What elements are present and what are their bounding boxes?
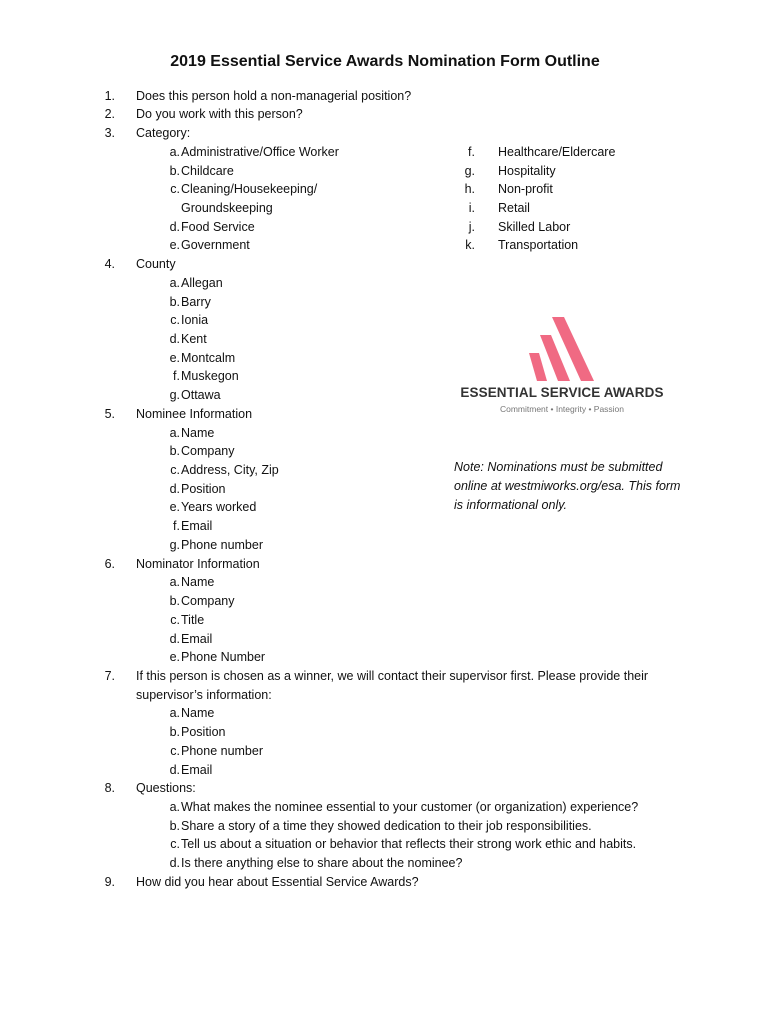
question-number: 2. xyxy=(104,107,115,122)
item-text: Years worked xyxy=(181,500,257,515)
item-text: Name xyxy=(181,575,215,590)
item-text: Share a story of a time they showed dedication to their job responsibilities. xyxy=(181,818,592,833)
item-text: Phone number xyxy=(181,537,264,552)
item-text: Email xyxy=(181,631,213,646)
item-letter: b. xyxy=(169,818,180,833)
item-text: Ottawa xyxy=(181,388,221,403)
item-letter: b. xyxy=(169,594,180,608)
item-letter: j. xyxy=(468,219,475,234)
item-letter: c. xyxy=(170,182,180,197)
question-number: 6. xyxy=(104,556,115,571)
item-text: Ionia xyxy=(181,313,209,328)
item-letter: c. xyxy=(170,612,180,627)
item-text: Company xyxy=(181,444,235,459)
item-letter: d. xyxy=(169,332,180,346)
question-text: Questions: xyxy=(136,781,196,796)
item-text: Skilled Labor xyxy=(498,219,571,234)
item-text: Title xyxy=(181,612,205,627)
item-letter: i. xyxy=(468,200,475,215)
item-text: Kent xyxy=(181,332,207,346)
item-text: Address, City, Zip xyxy=(181,463,279,477)
question-text: If this person is chosen as a winner, we will contact their supervisor first. Please provide their xyxy=(136,668,649,683)
item-letter: c. xyxy=(170,463,180,477)
item-text: Email xyxy=(181,519,213,534)
item-letter: f. xyxy=(173,519,180,534)
question-number: 7. xyxy=(104,668,115,683)
item-text: Company xyxy=(181,594,235,608)
question-text: Nominee Information xyxy=(136,406,253,421)
item-text: Transportation xyxy=(498,238,579,253)
item-letter: b. xyxy=(169,163,180,178)
question-number: 5. xyxy=(104,406,115,421)
question-number: 1. xyxy=(104,88,115,103)
question-number: 8. xyxy=(104,781,115,796)
item-text: Montcalm xyxy=(181,350,236,365)
item-letter: c. xyxy=(170,837,180,852)
item-text: What makes the nominee essential to your customer (or organization) experience? xyxy=(181,800,639,814)
item-letter: b. xyxy=(169,444,180,459)
item-letter: d. xyxy=(169,856,180,871)
page-title: 2019 Essential Service Awards Nomination Form Outline xyxy=(170,53,600,70)
item-text: Name xyxy=(181,706,215,721)
item-text: Position xyxy=(181,481,226,496)
item-text: Hospitality xyxy=(498,163,556,178)
question-text-continued: supervisor’s information: xyxy=(136,687,272,702)
item-text: Muskegon xyxy=(181,369,239,384)
item-letter: d. xyxy=(169,762,180,777)
item-letter: e. xyxy=(169,238,180,253)
item-letter: g. xyxy=(169,388,180,403)
item-text: Barry xyxy=(181,294,211,309)
question-number: 3. xyxy=(104,126,115,140)
item-text: Government xyxy=(181,238,250,253)
item-text: Retail xyxy=(498,200,530,215)
item-letter: e. xyxy=(169,350,180,365)
item-letter: e. xyxy=(169,500,180,515)
question-number: 9. xyxy=(104,874,115,889)
item-letter: k. xyxy=(465,238,475,253)
item-letter: g. xyxy=(169,537,180,552)
item-text: Email xyxy=(181,762,213,777)
item-text-continued: Groundskeeping xyxy=(181,200,273,215)
item-text: Food Service xyxy=(181,219,255,234)
item-text: Allegan xyxy=(181,275,223,290)
item-letter: a. xyxy=(169,144,180,159)
item-letter: b. xyxy=(169,725,180,740)
item-letter: a. xyxy=(169,575,180,590)
item-letter: c. xyxy=(170,743,180,758)
question-text: Nominator Information xyxy=(136,556,260,571)
essential-service-awards-logo xyxy=(454,315,670,420)
item-letter: d. xyxy=(169,481,180,496)
item-text: Phone Number xyxy=(181,650,266,665)
item-text: Cleaning/Housekeeping/ xyxy=(181,182,318,197)
question-number: 4. xyxy=(104,257,115,272)
item-letter: f. xyxy=(468,144,475,159)
item-text: Childcare xyxy=(181,163,234,178)
item-letter: a. xyxy=(169,800,180,814)
item-text: Phone number xyxy=(181,743,264,758)
question-text: Do you work with this person? xyxy=(136,107,303,122)
item-text: Position xyxy=(181,725,226,740)
item-letter: d. xyxy=(169,219,180,234)
item-letter: e. xyxy=(169,650,180,665)
item-text: Name xyxy=(181,425,215,440)
item-letter: g. xyxy=(464,163,475,178)
item-text: Administrative/Office Worker xyxy=(181,144,339,159)
item-letter: d. xyxy=(169,631,180,646)
item-letter: f. xyxy=(173,369,180,384)
item-letter: c. xyxy=(170,313,180,328)
item-text: Non-profit xyxy=(498,182,553,197)
logo-title: ESSENTIAL SERVICE AWARDS xyxy=(460,385,664,400)
submission-note: Note: Nominations must be submitted online at westmiworks.org/esa. This form is informational only. xyxy=(454,460,681,512)
question-text: Category: xyxy=(136,126,191,140)
logo-chevron-small xyxy=(529,353,547,381)
awards-chevron-icon xyxy=(526,315,596,383)
item-letter: b. xyxy=(169,294,180,309)
question-text: How did you hear about Essential Service Awards? xyxy=(136,874,419,889)
item-text: Tell us about a situation or behavior that reflects their strong work ethic and habits. xyxy=(181,837,637,852)
item-letter: a. xyxy=(169,425,180,440)
item-letter: a. xyxy=(169,275,180,290)
question-text: Does this person hold a non-managerial position? xyxy=(136,88,412,103)
logo-tagline: Commitment • Integrity • Passion xyxy=(499,404,625,414)
item-text: Healthcare/Eldercare xyxy=(498,144,616,159)
question-text: County xyxy=(136,257,176,272)
item-text: Is there anything else to share about the nominee? xyxy=(181,856,463,871)
item-letter: h. xyxy=(464,182,475,197)
item-letter: a. xyxy=(169,706,180,721)
